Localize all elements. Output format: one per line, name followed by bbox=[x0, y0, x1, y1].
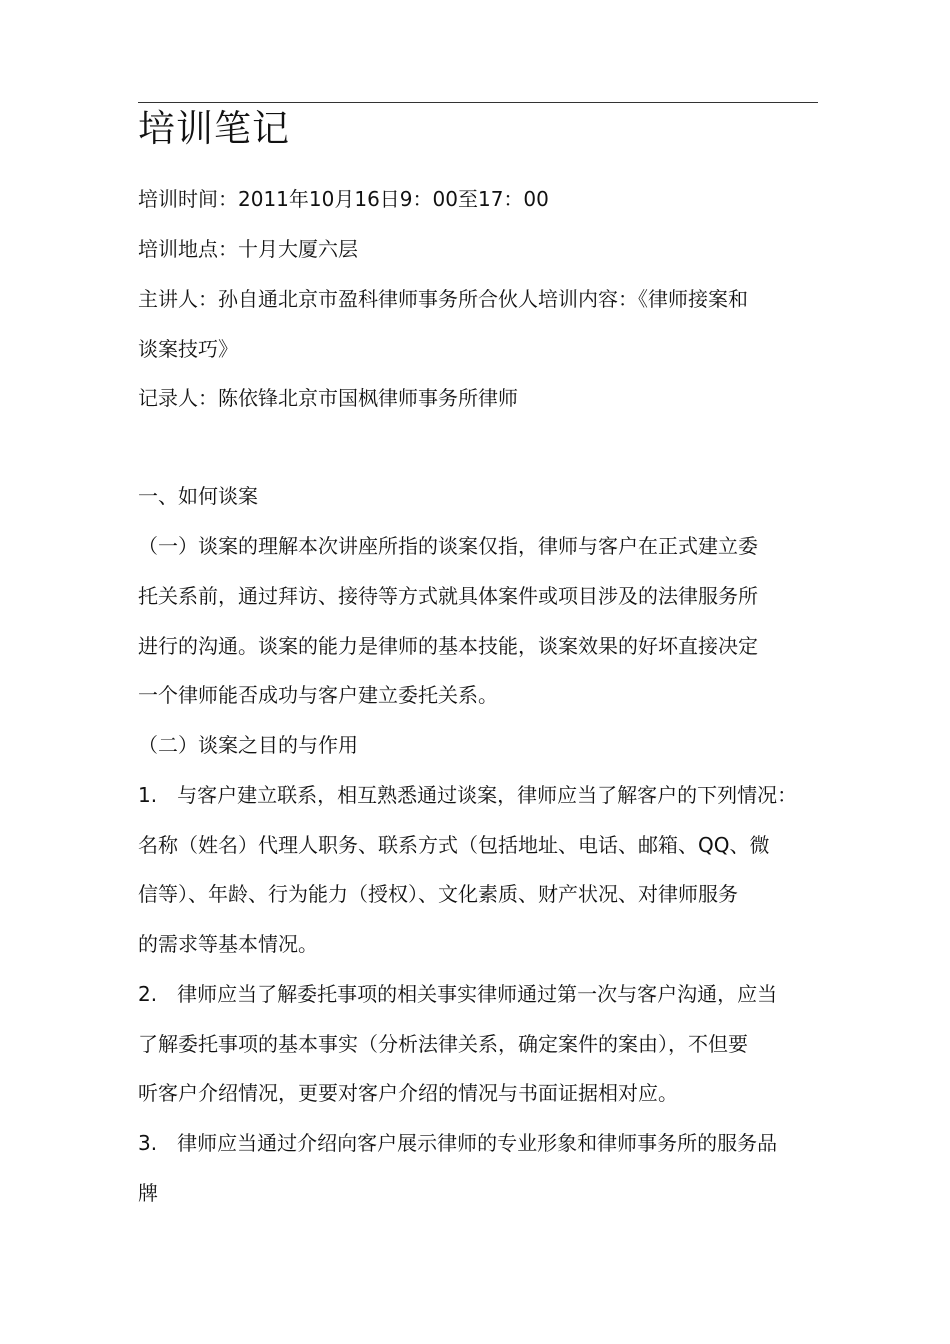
training-time: 培训时间：2011年10月16日9：00至17：00 bbox=[138, 187, 549, 211]
list-item-1-line: 的需求等基本情况。 bbox=[138, 932, 318, 956]
list-item-2-line: 听客户介绍情况，更要对客户介绍的情况与书面证据相对应。 bbox=[138, 1081, 678, 1105]
page-title: 培训笔记 bbox=[138, 107, 290, 150]
list-item-3-line: 3. 律师应当通过介绍向客户展示律师的专业形象和律师事务所的服务品 bbox=[138, 1131, 778, 1155]
paragraph-line: （一）谈案的理解本次讲座所指的谈案仅指，律师与客户在正式建立委 bbox=[138, 534, 758, 558]
training-location: 培训地点：十月大厦六层 bbox=[138, 237, 358, 261]
list-item-1-line: 信等）、年龄、行为能力（授权）、文化素质、财产状况、对律师服务 bbox=[138, 882, 738, 906]
list-item-3-line: 牌 bbox=[138, 1181, 158, 1205]
recorder-line: 记录人：陈依锋北京市国枫律师事务所律师 bbox=[138, 386, 518, 410]
subsection-heading: （二）谈案之目的与作用 bbox=[138, 733, 358, 757]
list-item-2-line: 了解委托事项的基本事实（分析法律关系，确定案件的案由），不但要 bbox=[138, 1032, 748, 1056]
list-item-1-line: 1. 与客户建立联系，相互熟悉通过谈案，律师应当了解客户的下列情况： bbox=[138, 783, 798, 807]
speaker-line-2: 谈案技巧》 bbox=[138, 337, 238, 361]
list-item-2-line: 2. 律师应当了解委托事项的相关事实律师通过第一次与客户沟通，应当 bbox=[138, 982, 778, 1006]
list-item-1-line: 名称（姓名）代理人职务、联系方式（包括地址、电话、邮箱、QQ、微 bbox=[138, 833, 770, 857]
paragraph-line: 进行的沟通。谈案的能力是律师的基本技能，谈案效果的好坏直接决定 bbox=[138, 634, 758, 658]
section-heading: 一、如何谈案 bbox=[138, 484, 258, 508]
paragraph-line: 托关系前，通过拜访、接待等方式就具体案件或项目涉及的法律服务所 bbox=[138, 584, 758, 608]
paragraph-line: 一个律师能否成功与客户建立委托关系。 bbox=[138, 683, 498, 707]
speaker-line-1: 主讲人：孙自通北京市盈科律师事务所合伙人培训内容：《律师接案和 bbox=[138, 287, 748, 311]
header-rule bbox=[138, 102, 818, 103]
